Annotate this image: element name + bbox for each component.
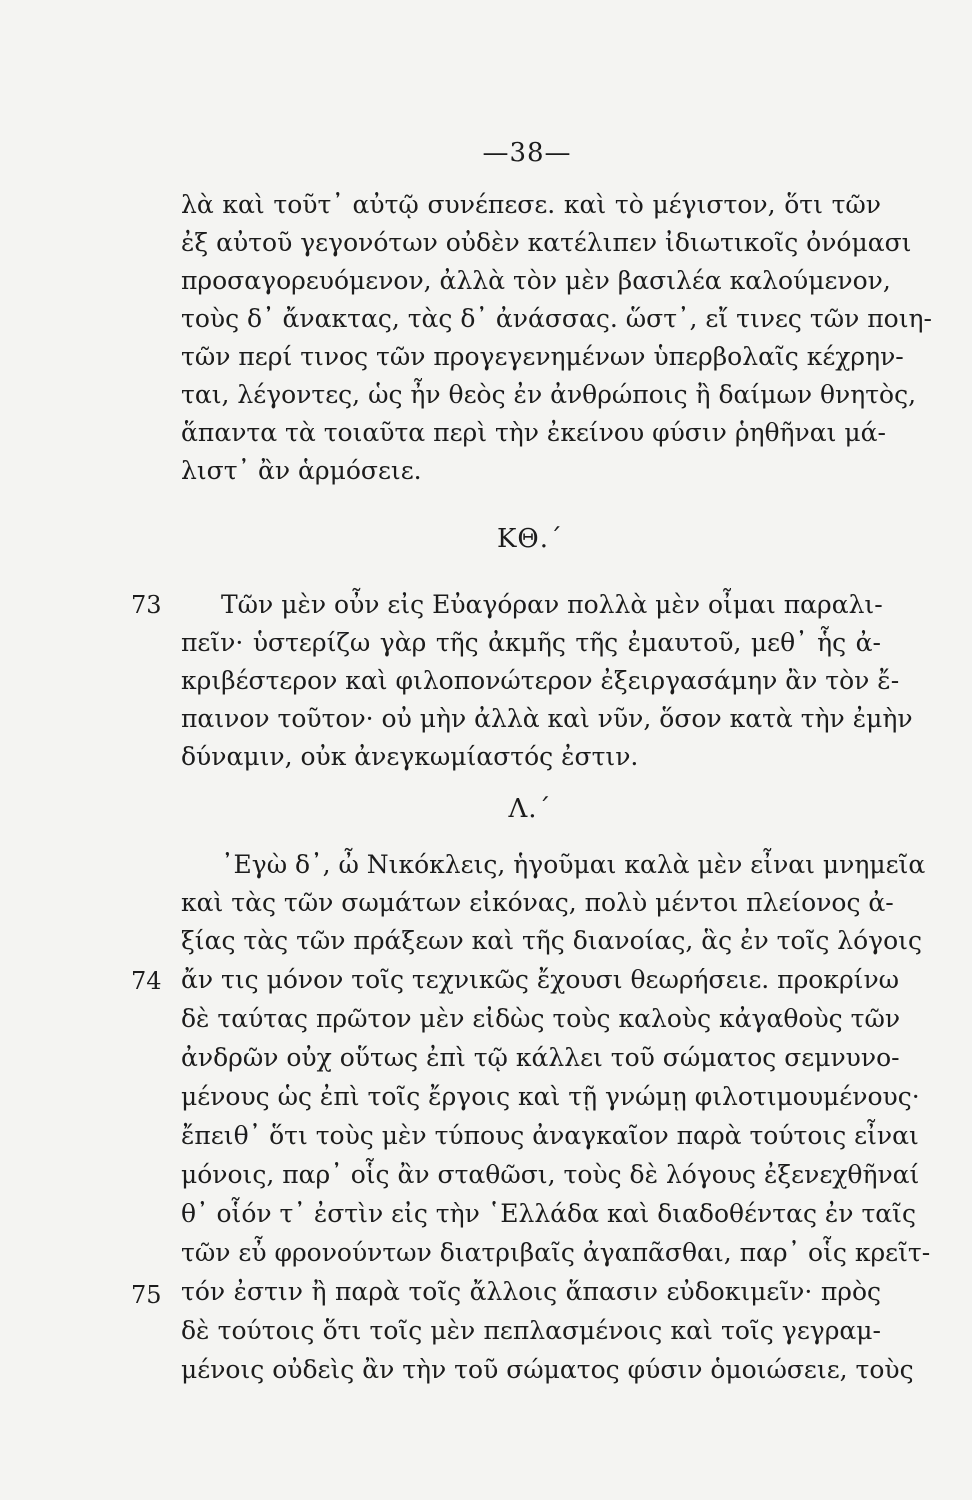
text-line: λὰ καὶ τοῦτ᾿ αὐτῷ συνέπεσε. καὶ τὸ μέγιστον, ὅτι τῶν	[181, 190, 881, 219]
text-line: μένοις οὐδεὶς ἂν τὴν τοῦ σώματος φύσιν ὁμοιώσειε, τοὺς	[181, 1355, 914, 1384]
margin-line-number: 73	[131, 591, 162, 619]
text-line: ξίας τὰς τῶν πράξεων καὶ τῆς διανοίας, ἃς ἐν τοῖς λόγοις	[181, 926, 922, 955]
text-line: δύναμιν, οὐκ ἀνεγκωμίαστός ἐστιν.	[181, 742, 639, 771]
text-line: τόν ἐστιν ἢ παρὰ τοῖς ἄλλοις ἅπασιν εὐδοκιμεῖν· πρὸς	[181, 1277, 881, 1306]
paragraph-l	[181, 846, 931, 1389]
text-line: Τῶν μὲν οὖν εἰς Εὐαγόραν πολλὰ μὲν οἶμαι παραλι-	[221, 590, 883, 619]
text-line: καὶ τὰς τῶν σωμάτων εἰκόνας, πολὺ μέντοι πλείονος ἀ-	[181, 888, 894, 917]
page-number: —38—	[482, 138, 572, 168]
text-line: ἔπειθ᾿ ὅτι τοὺς μὲν τύπους ἀναγκαῖον παρὰ τούτοις εἶναι	[181, 1121, 919, 1150]
text-line: λιστ᾿ ἂν ἁρμόσειε.	[181, 456, 422, 485]
text-line: δὲ ταύτας πρῶτον μὲν εἰδὼς τοὺς καλοὺς κἀγαθοὺς τῶν	[181, 1004, 901, 1033]
text-line: ται, λέγοντες, ὡς ἦν θεὸς ἐν ἀνθρώποις ἢ δαίμων θνητὸς,	[181, 380, 917, 409]
section-heading-l: Λ.΄	[508, 794, 552, 824]
text-line: προσαγορευόμενον, ἀλλὰ τὸν μὲν βασιλέα καλούμενον,	[181, 266, 891, 295]
text-line: ἄν τις μόνον τοῖς τεχνικῶς ἔχουσι θεωρήσειε. προκρίνω	[181, 965, 900, 994]
margin-line-number: 75	[131, 1281, 162, 1309]
paragraph-kth	[181, 586, 913, 776]
section-heading-kth: ΚΘ.΄	[496, 524, 563, 554]
text-line: θ᾿ οἷόν τ᾿ ἐστὶν εἰς τὴν ῾Ελλάδα καὶ διαδοθέντας ἐν ταῖς	[181, 1199, 916, 1228]
margin-line-number: 74	[131, 967, 162, 995]
text-line: ἅπαντα τὰ τοιαῦτα περὶ τὴν ἐκείνου φύσιν ῥηθῆναι μά-	[181, 418, 886, 447]
text-line: τοὺς δ᾿ ἄνακτας, τὰς δ᾿ ἀνάσσας. ὥστ᾿, εἴ τινες τῶν ποιη-	[181, 304, 932, 333]
paragraph-continuation	[181, 186, 932, 490]
text-line: τῶν εὖ φρονούντων διατριβαῖς ἀγαπᾶσθαι, παρ᾿ οἷς κρεῖτ-	[181, 1238, 931, 1267]
text-line: ἐξ αὐτοῦ γεγονότων οὐδὲν κατέλιπεν ἰδιωτικοῖς ὀνόμασι	[181, 228, 912, 257]
text-line: κριβέστερον καὶ φιλοπονώτερον ἐξειργασάμην ἂν τὸν ἔ-	[181, 666, 900, 695]
text-line: μένους ὡς ἐπὶ τοῖς ἔργοις καὶ τῇ γνώμῃ φιλοτιμουμένους·	[181, 1082, 920, 1111]
text-line: παινον τοῦτον· οὐ μὴν ἀλλὰ καὶ νῦν, ὅσον κατὰ τὴν ἐμὴν	[181, 704, 913, 733]
text-line: πεῖν· ὑστερίζω γὰρ τῆς ἀκμῆς τῆς ἐμαυτοῦ, μεθ᾿ ἧς ἀ-	[181, 628, 881, 657]
text-line: ἀνδρῶν οὐχ οὕτως ἐπὶ τῷ κάλλει τοῦ σώματος σεμνυνο-	[181, 1043, 900, 1072]
text-line: τῶν περί τινος τῶν προγεγενημένων ὑπερβολαῖς κέχρην-	[181, 342, 904, 371]
text-line: ᾿Εγὼ δ᾿, ὦ Νικόκλεις, ἡγοῦμαι καλὰ μὲν εἶναι μνημεῖα	[221, 850, 926, 879]
text-line: μόνοις, παρ᾿ οἷς ἂν σταθῶσι, τοὺς δὲ λόγους ἐξενεχθῆναί	[181, 1160, 920, 1189]
text-line: δὲ τούτοις ὅτι τοῖς μὲν πεπλασμένοις καὶ τοῖς γεγραμ-	[181, 1316, 881, 1345]
